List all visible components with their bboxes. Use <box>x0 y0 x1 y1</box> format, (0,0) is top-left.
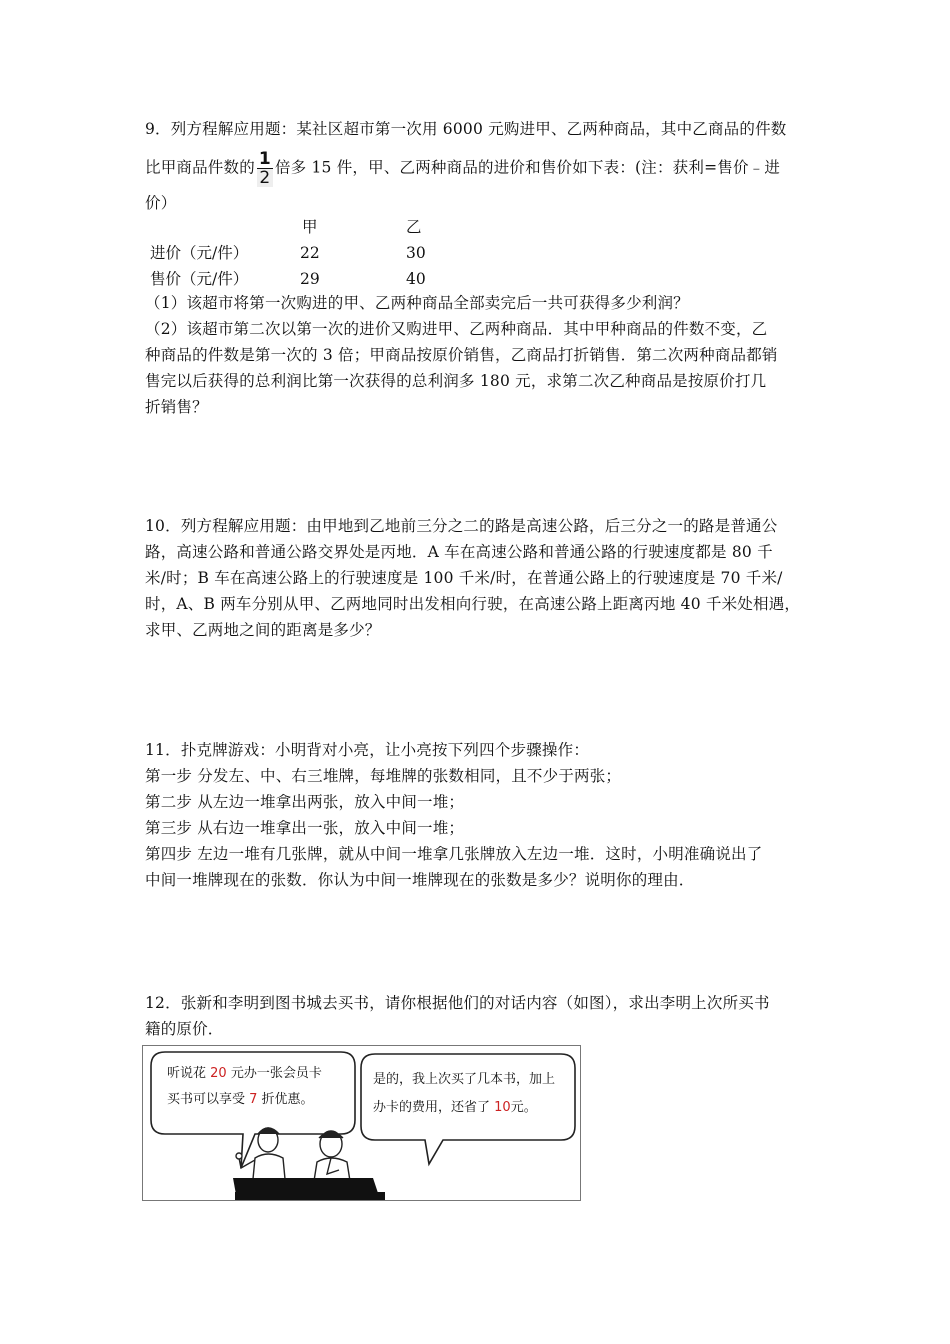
q11-line-1: 11．扑克牌游戏：小明背对小亮，让小亮按下列四个步骤操作： <box>145 741 590 759</box>
table-header-a: 甲 <box>302 218 318 236</box>
q12-line-1: 12．张新和李明到图书城去买书，请你根据他们的对话内容（如图），求出李明上次所买书 <box>145 994 770 1012</box>
q10-line-3: 米/时；B 车在高速公路上的行驶速度是 100 千米/时，在普通公路上的行驶速度是 70 千米/ <box>145 569 783 587</box>
q9-part-2-line-2: 种商品的件数是第一次的 3 倍；甲商品按原价销售，乙商品打折销售．第二次两种商品都销 <box>145 346 778 364</box>
q10-line-2: 路，高速公路和普通公路交界处是丙地．A 车在高速公路和普通公路的行驶速度都是 80 千 <box>145 543 773 561</box>
q9-line-2-post: 倍多 15 件，甲、乙两种商品的进价和售价如下表：(注：获利=售价﹣进 <box>274 158 781 177</box>
q9-line-3: 价） <box>145 194 177 212</box>
left-bubble-number-20: 20 <box>210 1066 227 1081</box>
right-bubble-line-1: 是的，我上次买了几本书，加上 <box>373 1072 556 1087</box>
q11-step-2: 第二步 从左边一堆拿出两张，放入中间一堆； <box>145 793 465 811</box>
left-bubble-line-2 <box>167 1088 314 1112</box>
row-price-b: 40 <box>406 270 426 288</box>
fraction-denominator: 2 <box>257 169 273 187</box>
left-bubble-text-c: 买书可以享受 <box>167 1092 250 1107</box>
q9-part-2-line-4: 折销售？ <box>145 398 208 416</box>
q12-line-2: 籍的原价． <box>145 1020 224 1038</box>
q9-line-2 <box>145 150 815 187</box>
fraction-numerator: 1 <box>258 149 271 169</box>
table-header-b: 乙 <box>406 218 422 236</box>
left-bubble-text-a: 听说花 <box>167 1066 211 1081</box>
q9-line-2-pre: 比甲商品件数的 <box>145 158 255 177</box>
q9-line-1: 9．列方程解应用题：某社区超市第一次用 6000 元购进甲、乙两种商品，其中乙商品的件数 <box>145 120 787 138</box>
q10-line-1: 10．列方程解应用题：由甲地到乙地前三分之二的路是高速公路，后三分之一的路是普通公 <box>145 517 778 535</box>
q11-line-6: 中间一堆牌现在的张数．你认为中间一堆牌现在的张数是多少？说明你的理由． <box>145 871 695 889</box>
one-half-fraction <box>257 150 273 187</box>
row-cost-a: 22 <box>300 244 320 262</box>
row-cost-label: 进价（元/件） <box>150 244 249 262</box>
row-price-label: 售价（元/件） <box>150 270 249 288</box>
left-bubble-number-7: 7 <box>249 1092 258 1107</box>
q9-part-2-line-3: 售完以后获得的总利润比第一次获得的总利润多 180 元，求第二次乙种商品是按原价打几 <box>145 372 767 390</box>
q11-step-3: 第三步 从右边一堆拿出一张，放入中间一堆； <box>145 819 465 837</box>
q9-part-2-line-1: （2）该超市第二次以第一次的进价又购进甲、乙两种商品．其中甲种商品的件数不变，乙 <box>145 320 768 338</box>
right-bubble-line-2 <box>373 1096 537 1120</box>
q10-line-5: 求甲、乙两地之间的距离是多少？ <box>145 621 381 639</box>
left-bubble-text-d: 折优惠。 <box>257 1092 314 1107</box>
row-price-a: 29 <box>300 270 320 288</box>
left-bubble-line-1 <box>167 1062 322 1086</box>
dialogue-comic <box>142 1045 581 1201</box>
left-bubble-text-b: 元办一张会员卡 <box>226 1066 322 1081</box>
right-bubble-text-a: 办卡的费用，还省了 <box>373 1100 495 1115</box>
q11-step-1: 第一步 分发左、中、右三堆牌，每堆牌的张数相同，且不少于两张； <box>145 767 622 785</box>
q11-step-4: 第四步 左边一堆有几张牌，就从中间一堆拿几张牌放入左边一堆．这时，小明准确说出了 <box>145 845 763 863</box>
right-bubble-number-10: 10 <box>494 1100 511 1115</box>
right-bubble-text-b: 元。 <box>510 1100 537 1115</box>
row-cost-b: 30 <box>406 244 426 262</box>
q10-line-4: 时，A、B 两车分别从甲、乙两地同时出发相向行驶，在高速公路上距离丙地 40 千米处相遇， <box>145 595 801 613</box>
q9-part-1: （1）该超市将第一次购进的甲、乙两种商品全部卖完后一共可获得多少利润？ <box>145 294 689 312</box>
